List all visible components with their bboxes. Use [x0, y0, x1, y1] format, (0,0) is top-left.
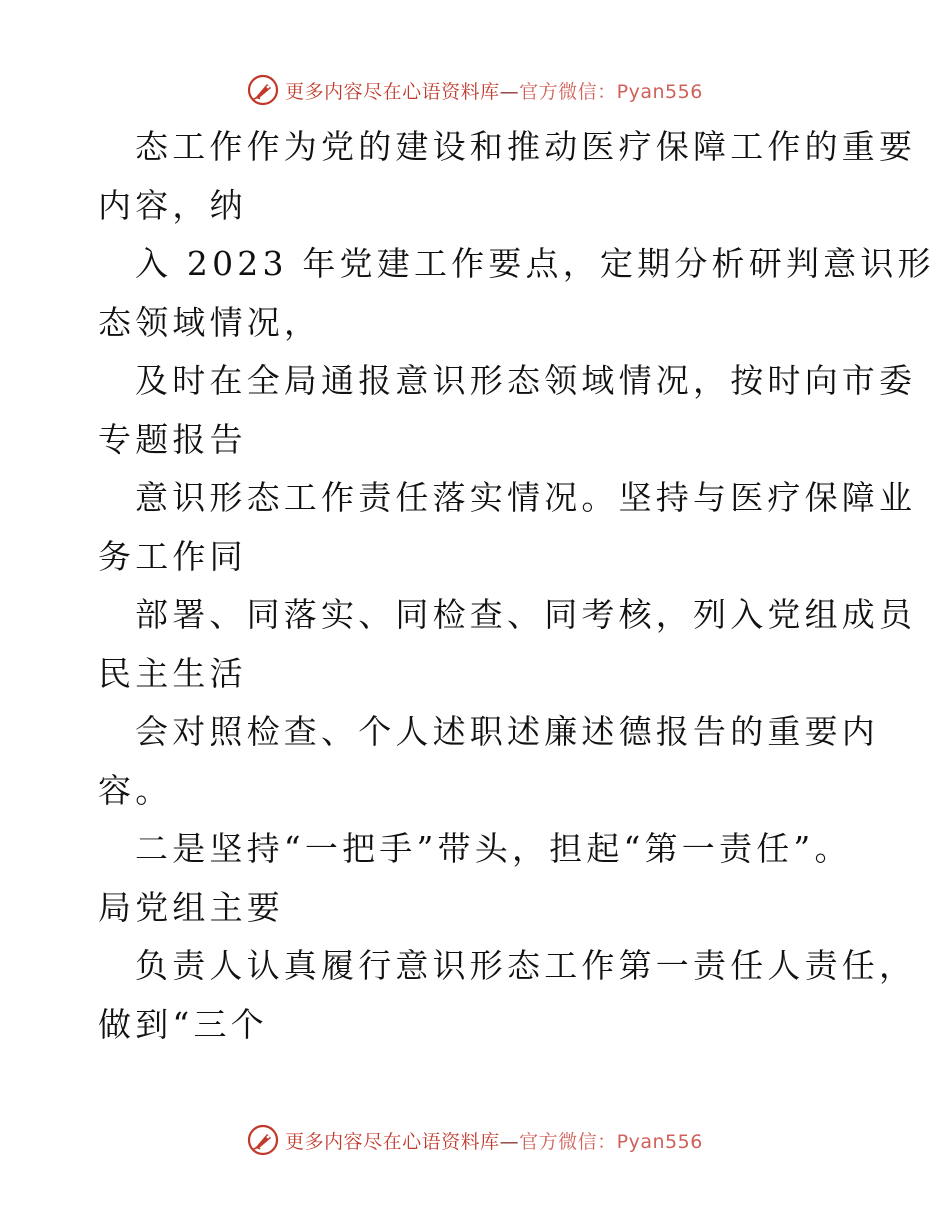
body-line: 部署、同落实、同检查、同考核，列入党组成员: [135, 595, 917, 634]
body-line: 负责人认真履行意识形态工作第一责任人责任，: [135, 946, 917, 985]
header-banner-dash: —: [499, 80, 520, 103]
header-banner-wechat: 官方微信：Pyan556: [519, 80, 703, 103]
body-line: 局党组主要: [98, 887, 284, 927]
pen-nib-logo-icon: [247, 74, 279, 106]
body-line: 二是坚持“一把手”带头，担起“第一责任”。: [135, 829, 852, 868]
body-line: 入 2023 年党建工作要点，定期分析研判意识形: [135, 244, 935, 283]
body-line: 务工作同: [98, 536, 247, 576]
body-line: 民主生活: [98, 653, 247, 693]
footer-banner-text: [285, 1127, 703, 1154]
body-line: 容。: [98, 770, 173, 810]
footer-banner-dash: —: [499, 1130, 520, 1153]
document-body: [98, 118, 935, 1054]
footer-banner-slogan: 更多内容尽在心语资料库: [285, 1130, 500, 1153]
pen-nib-logo-icon: [247, 1124, 279, 1156]
header-banner-slogan: 更多内容尽在心语资料库: [285, 80, 500, 103]
body-line: 意识形态工作责任落实情况。坚持与医疗保障业: [135, 478, 917, 517]
body-line: 专题报告: [98, 419, 247, 459]
header-banner-text: [285, 77, 703, 104]
body-line: 会对照检查、个人述职述廉述德报告的重要内: [135, 712, 879, 751]
footer-banner-wechat: 官方微信：Pyan556: [519, 1130, 703, 1153]
body-line: 做到“三个: [98, 1004, 268, 1044]
body-line: 及时在全局通报意识形态领域情况，按时向市委: [135, 361, 917, 400]
body-line: 态领域情况，: [98, 302, 322, 342]
footer-banner: [0, 1122, 950, 1158]
body-line: 内容，纳: [98, 185, 247, 225]
header-banner: [0, 72, 950, 108]
body-line: 态工作作为党的建设和推动医疗保障工作的重要: [135, 127, 917, 166]
